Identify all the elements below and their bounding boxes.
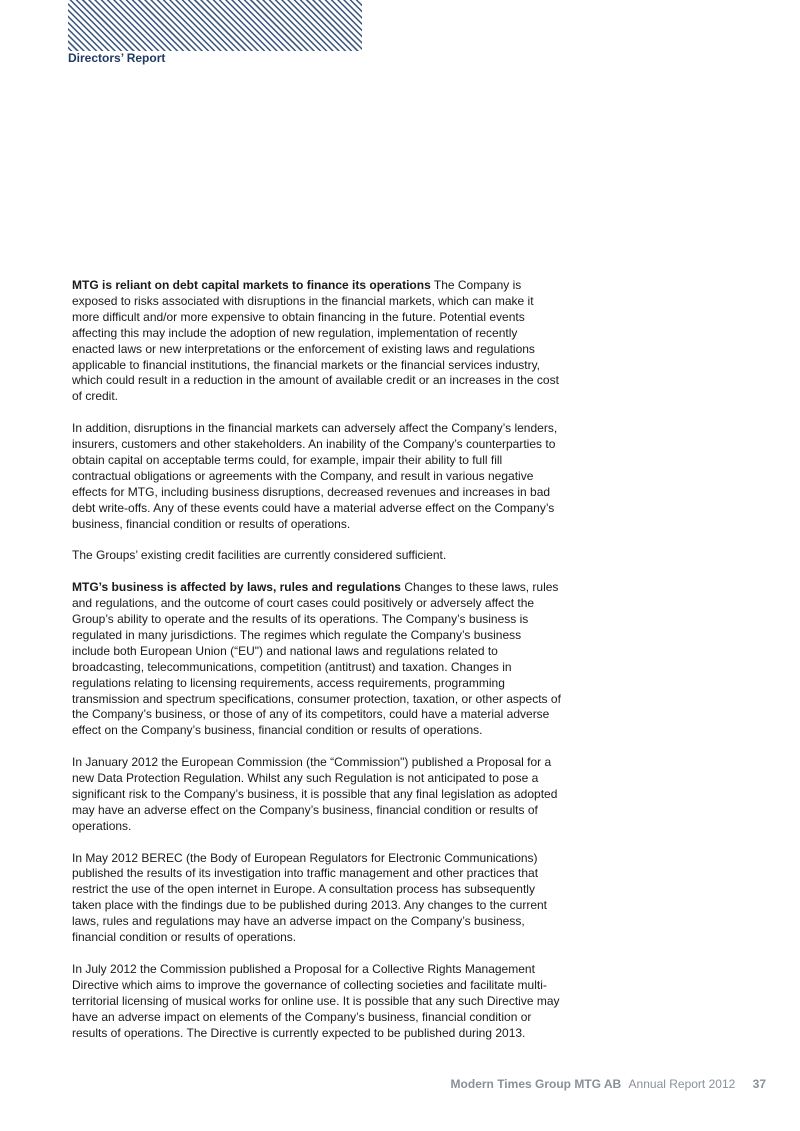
- paragraph-berec: In May 2012 BEREC (the Body of European Regulators for Electronic Communications) published the results of its investigation into traffic management and other practices that restrict the use of the open internet in Europe. A consultation process has subsequently taken place with the findings due to be published during 2013. Any changes to the current laws, rules and regulations may have an adverse impact on the Company’s business, financial condition or results of operations.: [72, 850, 547, 945]
- paragraph-heading: MTG’s business is affected by laws, rules and regulations: [72, 580, 401, 595]
- footer-report-title: Annual Report 2012: [628, 1077, 736, 1091]
- decorative-hatch-banner: [68, 0, 362, 51]
- section-title: Directors’ Report: [68, 51, 166, 65]
- paragraph-debt-capital: [72, 278, 562, 405]
- paragraph-text: Changes to these laws, rules and regulations, and the outcome of court cases could positively or adversely affect the Group’s ability to operate and the results of its operations. The Company’s business is regulated in many jurisdictions. The regimes which regulate the Company’s business include both European Union (“EU") and national laws and regulations related to broadcasting, telecommunications, competition (antitrust) and taxation. Changes in regulations relating to licensing requirements, access requirements, programming transmission and spectrum specifications, consumer protection, taxation, or other aspects of the Company’s business, or those of any of its competitors, could have a material adverse effect on the Company’s business, financial condition or results of operations.: [72, 580, 561, 738]
- paragraph-laws-regulations: [72, 580, 562, 739]
- page-footer: [451, 1077, 766, 1091]
- footer-company: Modern Times Group MTG AB: [450, 1077, 622, 1091]
- paragraph-data-protection: In January 2012 the European Commission (the “Commission") published a Proposal for a new Data Protection Regulation. Whilst any such Regulation is not anticipated to pose a significant risk to the Company’s business, it is possible that any final legislation as adopted may have an adverse effect on the Company’s business, financial condition or results of operations.: [72, 755, 558, 833]
- paragraph-text: The Company is exposed to risks associated with disruptions in the financial markets, which can make it more difficult and/or more expensive to obtain financing in the future. Potential events affecting this may include the adoption of new regulation, implementation of recently enacted laws or new interpretations or the enforcement of existing laws and regulations applicable to financial institutions, the financial markets or the financial services industry, which could result in a reduction in the amount of available credit or an increases in the cost of credit.: [72, 278, 559, 404]
- paragraph-heading: MTG is reliant on debt capital markets to finance its operations: [72, 278, 431, 292]
- paragraph-collective-rights: In July 2012 the Commission published a Proposal for a Collective Rights Management Directive which aims to improve the governance of collecting societies and facilitate multi-territorial licensing of musical works for online use. It is possible that any such Directive may have an adverse impact on elements of the Company’s business, financial condition or results of operations. The Directive is currently expected to be published during 2013.: [72, 961, 560, 1040]
- paragraph-disruptions: In addition, disruptions in the financial markets can adversely affect the Company’s lenders, insurers, customers and other stakeholders. An inability of the Company’s counterparties to obtain capital on acceptable terms could, for example, impair their ability to full fill contractual obligations or agreements with the Company, and result in various negative effects for MTG, including business disruptions, decreased revenues and increases in bad debt write-offs. Any of these events could have a material adverse effect on the Company’s business, financial condition or results of operations.: [72, 421, 558, 531]
- page-number: 37: [752, 1077, 766, 1091]
- body-content: [72, 278, 562, 1057]
- paragraph-credit-facilities: The Groups’ existing credit facilities are currently considered sufficient.: [72, 548, 447, 563]
